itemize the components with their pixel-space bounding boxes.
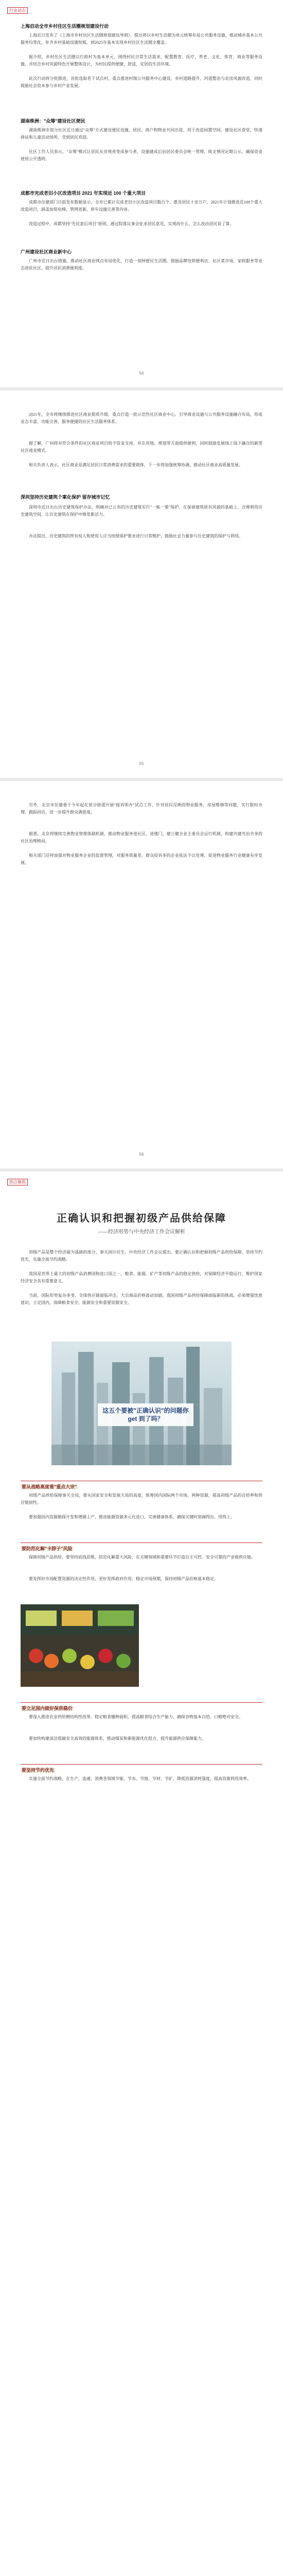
section-title: 广州建设社区商业新中心: [21, 249, 72, 255]
category-tag: 行业动态: [7, 7, 28, 14]
page-number: 55: [139, 761, 144, 766]
image-caption-box: 这五个要被"正确认识"的问题你 get 到了吗？: [98, 1403, 193, 1426]
section-title: 上海启动全市乡村住区生活圈规划建设行动: [21, 24, 109, 29]
section-heading: [21, 1702, 262, 1711]
page-1: 行业动态 上海启动全市乡村住区生活圈规划建设行动 上海近日发布了《上海市乡村住区生活圈规划建设导则》，提出将以乡村生活圈为单元统筹布局公共服务设施，推动城乡基本公共服务均等化，补齐乡村基础设施短板，到2025年基本实现乡村住区生活圈全覆盖。 据介绍，乡村住区生活圈以行政村为基本单元，围绕村民日常生活需求，配置教育、医疗、养老、文化、体育、商业等服务设施，并结合乡村风貌特色开展整体设计，为村民提供便捷、舒适、宜居的生活环境。 此次行动将分批推进，首批选取若干试点村，重点推进村级公共服务中心建设、乡村道路提升、河道整治与农房风貌改造，同时鼓励社会资本参与乡村产业发展。 湖南株洲："众筹"建设社区便民 湖南株洲市部分社区近日通过"众筹"方式建设便民设施，居民、商户和物业共同出资，用于改造闲置空间，建设社区食堂、快递驿站和儿童活动场所，受到居民欢迎。 社区工作人员表示，"众筹"模式让居民从旁观者变成参与者，设施建成后由居民委员会统一管理，收支情况定期公示，确保资金使用公开透明。 成都市完成老旧小区改造项目 2021 年实现近 100 个重大项目 成都市住建部门日前发布数据显示，全市已累计完成老旧小区改造项目数百个，惠及居民十余万户，2021年计划推进近100个重大改造项目，涵盖加装电梯、管网更新、停车设施完善等内容。 改造过程中，成都坚持"先民意后项目"原则，通过院落议事会征求居民意见，实现改什么、怎么改由居民说了算。 广州建设社区商业新中心 广州市近日出台措施，推动社区商业网点布局优化，打造一刻钟便民生活圈，鼓励品牌连锁便利店、社区菜市场、家政服务等业态进驻社区，提升居民消费便利度。 54: [0, 0, 283, 387]
city-skyline-image: [51, 1342, 232, 1465]
section-heading-text: 要从战略高度看"重点大宗": [22, 1484, 77, 1489]
page-number: 54: [139, 371, 144, 376]
section-title: 湖南株洲："众筹"建设社区便民: [21, 118, 85, 124]
page-2: 2021年，全市将继续推进社区商业提质升级，重点打造一批示范性社区商业中心，引导商业设施与公共服务设施融合布局，形成业态丰富、功能完善、服务便捷的社区生活服务体系。 据了解，广州将对符合条件的社区商业项目给予资金支持，并在用地、规划等方面提供便利，同时鼓励发展线上线下融合的新型社区商业模式。 相关负责人表示，社区商业是满足居民日常消费需求的重要载体，下一步将加强统筹协调，推动社区商业高质量发展。 深圳坚持历史建筑个案化保护 留存城市记忆 深圳市近日出台历史建筑保护办法，明确对已公布的历史建筑实行"一栋一策"保护，在保留建筑原有风貌的基础上，合理利用历史建筑空间，让历史建筑在保护中焕发新活力。 办法提出，历史建筑的所有权人和使用人应当按照保护要求进行日常维护，鼓励社会力量参与历史建筑的保护与利用。 55: [0, 391, 283, 778]
page-number: 56: [139, 1152, 144, 1157]
article-subtitle: ——经济形势与中央经济工作会议解析: [98, 1229, 185, 1235]
section-title: 深圳坚持历史建筑个案化保护 留存城市记忆: [21, 495, 110, 500]
section-heading: [21, 1764, 262, 1773]
page-4: 热点聚焦 正确认识和把握初级产品供给保障 ——经济形势与中央经济工作会议解析 初级产品是整个经济最为基础的部分，事关国计民生。中央经济工作会议提出，要正确认识和把握初级产品供给保障，坚持节约优先，实施全面节约战略。 我国是世界上最大的初级产品消费国和进口国之一，粮食、能源、矿产等初级产品的稳定供给，对保障经济平稳运行、维护国家经济安全具有重要意义。 当前，国际形势复杂多变，全球供应链面临冲击，大宗商品价格波动加剧，我国初级产品供给保障面临新的挑战。必须增强忧患意识，立足国内，保障粮食安全、能源安全和重要资源安全。 这五个要被"正确认识"的问题你 get 到了吗？ 要从战略高度看"重点大宗" 初级产品供给保障事关全局，要从国家安全和发展大局的高度，统筹国内国际两个市场、两种资源，提高初级产品的自给率和供应链韧性。 要加强国内资源勘探开发和增储上产，推进能源资源多元化进口，完善储备体系，确保关键时刻调得出、用得上。 要防范化解"卡脖子"风险 保障初级产品供给，要坚持底线思维，防范化解重大风险，在关键领域和重要环节打造自主可控、安全可靠的产业链供应链。 要发挥好市场配置资源的决定性作用，更好发挥政府作用，稳定市场预期，保持初级产品价格基本稳定。 要立足国内做好保供稳价 要深入推进农业供给侧结构性改革，稳定粮食播种面积，提高粮食综合生产能力，确保谷物基本自给、口粮绝对安全。 要加快构建清洁低碳安全高效的能源体系，推动煤炭和新能源优化组合，提升能源供应保障能力。 要坚持节约优先 实施全面节约战略，在生产、流通、消费各领域节能、节水、节地、节材、节矿，降低资源消耗强度，提高资源利用效率。: [0, 1172, 283, 2576]
section-heading-text: 要坚持节约优先: [22, 1768, 55, 1773]
market-illustration: [21, 1604, 139, 1687]
section-heading: [21, 1543, 262, 1552]
section-heading-text: 要防范化解"卡脖子"风险: [22, 1546, 73, 1551]
article-title: 正确认识和把握初级产品供给保障: [57, 1213, 226, 1224]
produce-market-image: [21, 1604, 139, 1687]
section-heading: [21, 1481, 262, 1490]
category-tag: 热点聚焦: [7, 1179, 28, 1185]
section-heading-text: 要立足国内做好保供稳价: [22, 1706, 73, 1711]
section-title: 成都市完成老旧小区改造项目 2021 年实现近 100 个重大项目: [21, 191, 146, 196]
page-3: 另外，北京市住建委于今年起在部分街道开展"接诉即办"试点工作，针对居民反映的物业服务、房屋维修等问题，实行限时办理、跟踪回访，进一步提升群众满意度。 据悉，北京将继续完善物业管理体制机制，推动物业服务进社区、进楼门，建立健全业主委员会运行机制，构建共建共治共享的社区治理格局。 相关部门还将加强对物业服务企业的监督管理，对服务质量差、群众投诉多的企业依法予以处理，促进物业服务行业健康有序发展。 56: [0, 781, 283, 1168]
